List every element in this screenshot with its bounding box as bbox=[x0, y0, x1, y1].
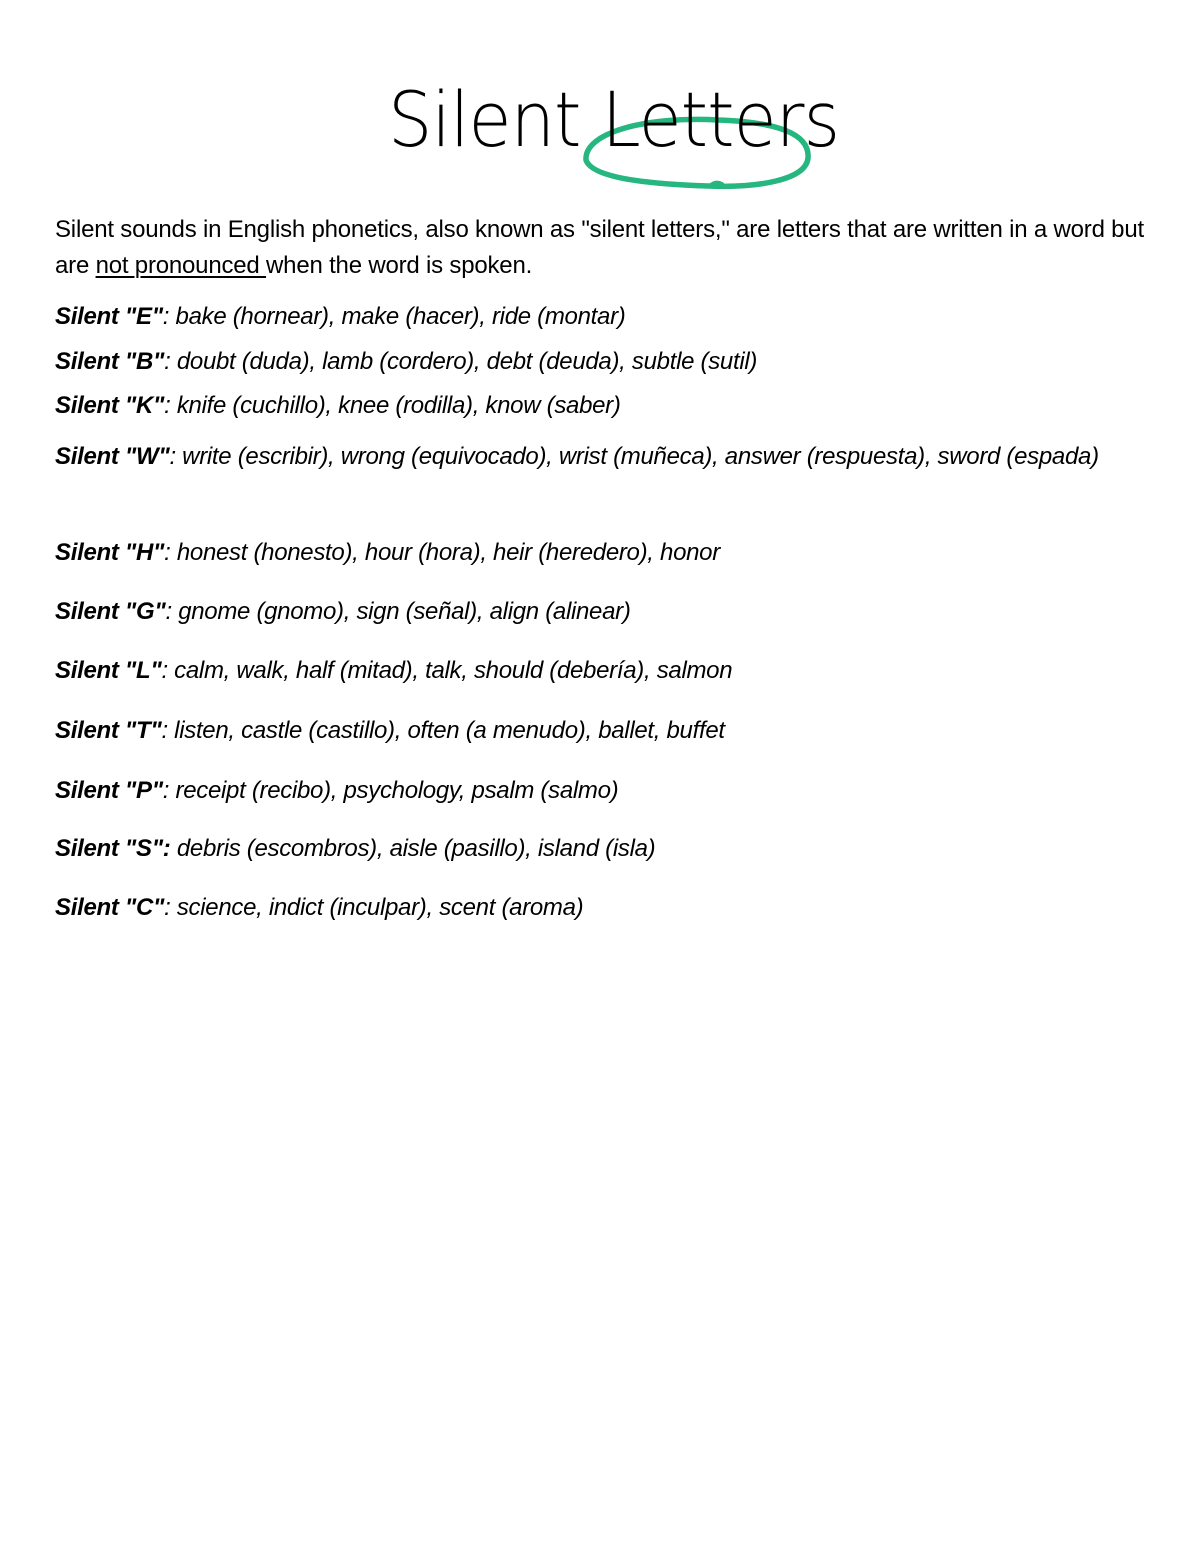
silent-e-item bbox=[55, 299, 1155, 335]
silent-t-item bbox=[55, 713, 1155, 749]
item-examples: : science, indict (inculpar), scent (aroma) bbox=[164, 894, 584, 921]
item-examples: : knife (cuchillo), knee (rodilla), know (saber) bbox=[164, 392, 621, 419]
item-label: Silent "E" bbox=[55, 303, 163, 330]
item-examples: : doubt (duda), lamb (cordero), debt (deuda), subtle (sutil) bbox=[164, 348, 758, 375]
item-label: Silent "B" bbox=[55, 348, 165, 375]
title-area bbox=[0, 62, 1200, 202]
item-examples: : write (escribir), wrong (equivocado), wrist (muñeca), answer (respuesta), sword (espada) bbox=[169, 443, 1099, 470]
item-label: Silent "G" bbox=[55, 598, 166, 625]
item-label: Silent "W" bbox=[55, 443, 170, 470]
item-examples: : gnome (gnomo), sign (señal), align (alinear) bbox=[165, 598, 631, 625]
page-title: Silent Letters bbox=[388, 75, 840, 164]
item-label: Silent "T" bbox=[55, 717, 162, 744]
silent-c-item bbox=[55, 890, 1155, 926]
item-label: Silent "S": bbox=[55, 835, 171, 862]
silent-p-item bbox=[55, 773, 1155, 809]
silent-l-item bbox=[55, 653, 1155, 689]
item-label: Silent "H" bbox=[55, 539, 165, 566]
intro-underlined-text: not pronounced bbox=[95, 252, 267, 279]
item-examples: : listen, castle (castillo), often (a menudo), ballet, buffet bbox=[161, 717, 725, 744]
silent-s-item bbox=[55, 831, 1155, 867]
silent-b-item bbox=[55, 344, 1155, 380]
intro-text-start: Silent sounds in English phonetics, also known as "silent letters," are letters that are written in a word but are bbox=[55, 216, 1144, 279]
item-label: Silent "P" bbox=[55, 777, 163, 804]
intro-text-end: when the word is spoken. bbox=[266, 252, 533, 279]
silent-k-item bbox=[55, 388, 1155, 424]
item-label: Silent "L" bbox=[55, 657, 162, 684]
item-label: Silent "C" bbox=[55, 894, 165, 921]
intro-paragraph bbox=[55, 212, 1155, 284]
silent-h-item bbox=[55, 535, 1155, 571]
silent-w-item bbox=[55, 439, 1155, 475]
item-examples: : receipt (recibo), psychology, psalm (salmo) bbox=[162, 777, 619, 804]
item-examples: debris (escombros), aisle (pasillo), island (isla) bbox=[170, 835, 656, 862]
item-examples: : calm, walk, half (mitad), talk, should (debería), salmon bbox=[161, 657, 733, 684]
item-label: Silent "K" bbox=[55, 392, 165, 419]
item-examples: : bake (hornear), make (hacer), ride (montar) bbox=[162, 303, 626, 330]
silent-g-item bbox=[55, 594, 1155, 630]
item-examples: : honest (honesto), hour (hora), heir (heredero), honor bbox=[164, 539, 720, 566]
